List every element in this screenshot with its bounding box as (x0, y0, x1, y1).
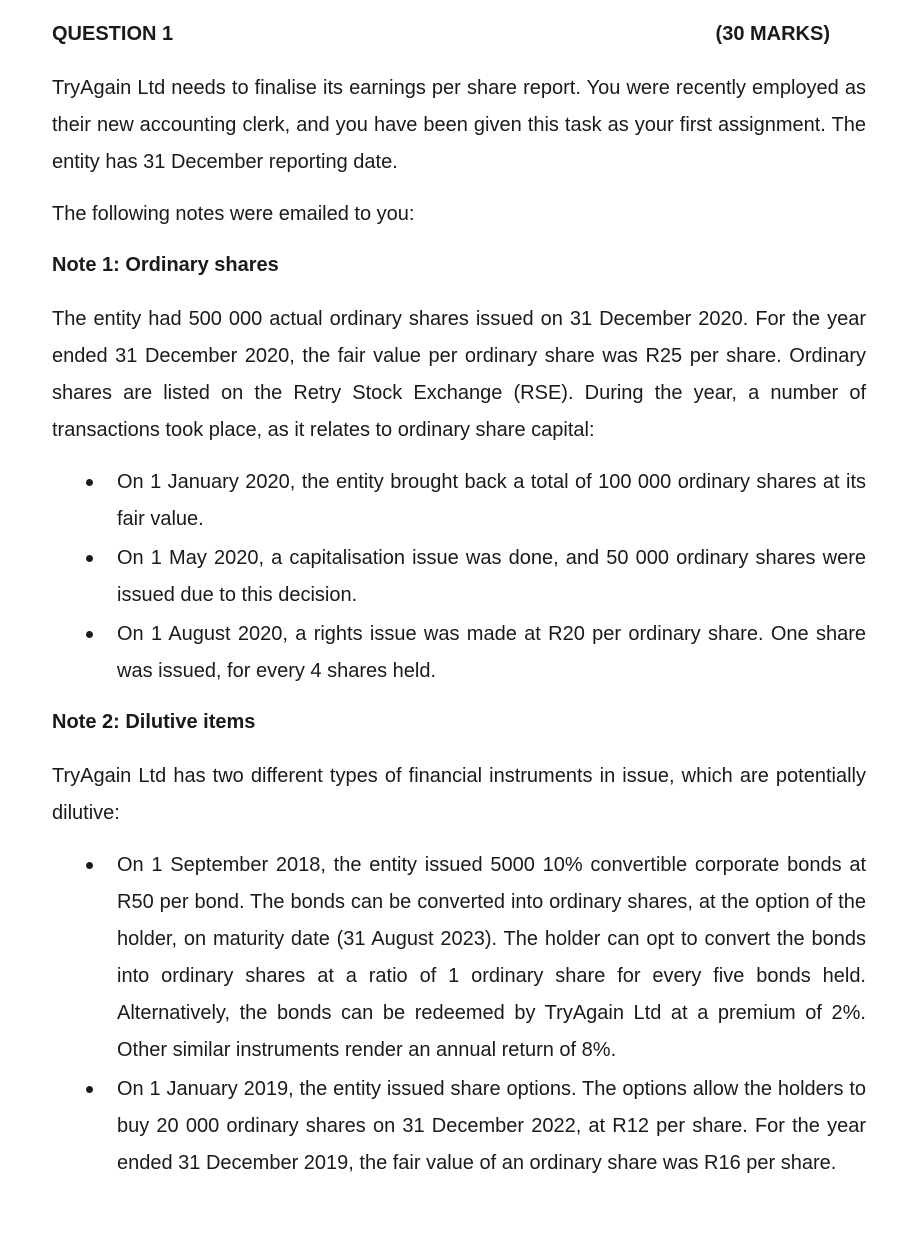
list-item-text: On 1 January 2019, the entity issued share options. The options allow the holders to buy 20 000 ordinary shares on 31 December 2022, at R12 per share. For the year ended 31 December 2019, the fair value of an ordinary share was R16 per share. (117, 1078, 866, 1174)
note-2-bullet-list (52, 847, 866, 1182)
bullet-icon (86, 479, 93, 486)
note-1-heading: Note 1: Ordinary shares (52, 254, 279, 276)
question-label: QUESTION 1 (52, 23, 174, 45)
list-item-text: On 1 May 2020, a capitalisation issue was done, and 50 000 ordinary shares were issued due to this decision. (117, 547, 866, 606)
note-1-body: The entity had 500 000 actual ordinary shares issued on 31 December 2020. For the year ended 31 December 2020, the fair value per ordinary share was R25 per share. Ordinary shares are listed on the Retry Stock Exchange (RSE). During the year, a number of transactions took place, as it relates to ordinary share capital: (52, 308, 866, 441)
marks-label: (30 MARKS) (715, 23, 830, 45)
bullet-icon (86, 1086, 93, 1093)
note-2-body: TryAgain Ltd has two different types of financial instruments in issue, which are potentially dilutive: (52, 765, 866, 824)
note-2-heading: Note 2: Dilutive items (52, 711, 256, 733)
document-page (52, 18, 866, 1184)
list-item (52, 540, 866, 614)
list-item (52, 616, 866, 690)
intro-paragraph: TryAgain Ltd needs to finalise its earnings per share report. You were recently employed as their new accounting clerk, and you have been given this task as your first assignment. The entity has 31 December reporting date. (52, 77, 866, 173)
list-item-text: On 1 September 2018, the entity issued 5000 10% convertible corporate bonds at R50 per bond. The bonds can be converted into ordinary shares, at the option of the holder, on maturity date (31 August 2023). The holder can opt to convert the bonds into ordinary shares at a ratio of 1 ordinary share for every five bonds held. Alternatively, the bonds can be redeemed by TryAgain Ltd at a premium of 2%. Other similar instruments render an annual return of 8%. (117, 854, 866, 1061)
bullet-icon (86, 555, 93, 562)
question-header (52, 18, 866, 50)
list-item-text: On 1 August 2020, a rights issue was made at R20 per ordinary share. One share was issued, for every 4 shares held. (117, 623, 866, 682)
note-1-bullet-list (52, 464, 866, 690)
notes-intro-paragraph: The following notes were emailed to you: (52, 203, 415, 225)
list-item-text: On 1 January 2020, the entity brought back a total of 100 000 ordinary shares at its fair value. (117, 471, 866, 530)
bullet-icon (86, 631, 93, 638)
list-item (52, 464, 866, 538)
list-item (52, 847, 866, 1069)
list-item (52, 1071, 866, 1182)
bullet-icon (86, 862, 93, 869)
note-2-section (52, 706, 866, 1182)
